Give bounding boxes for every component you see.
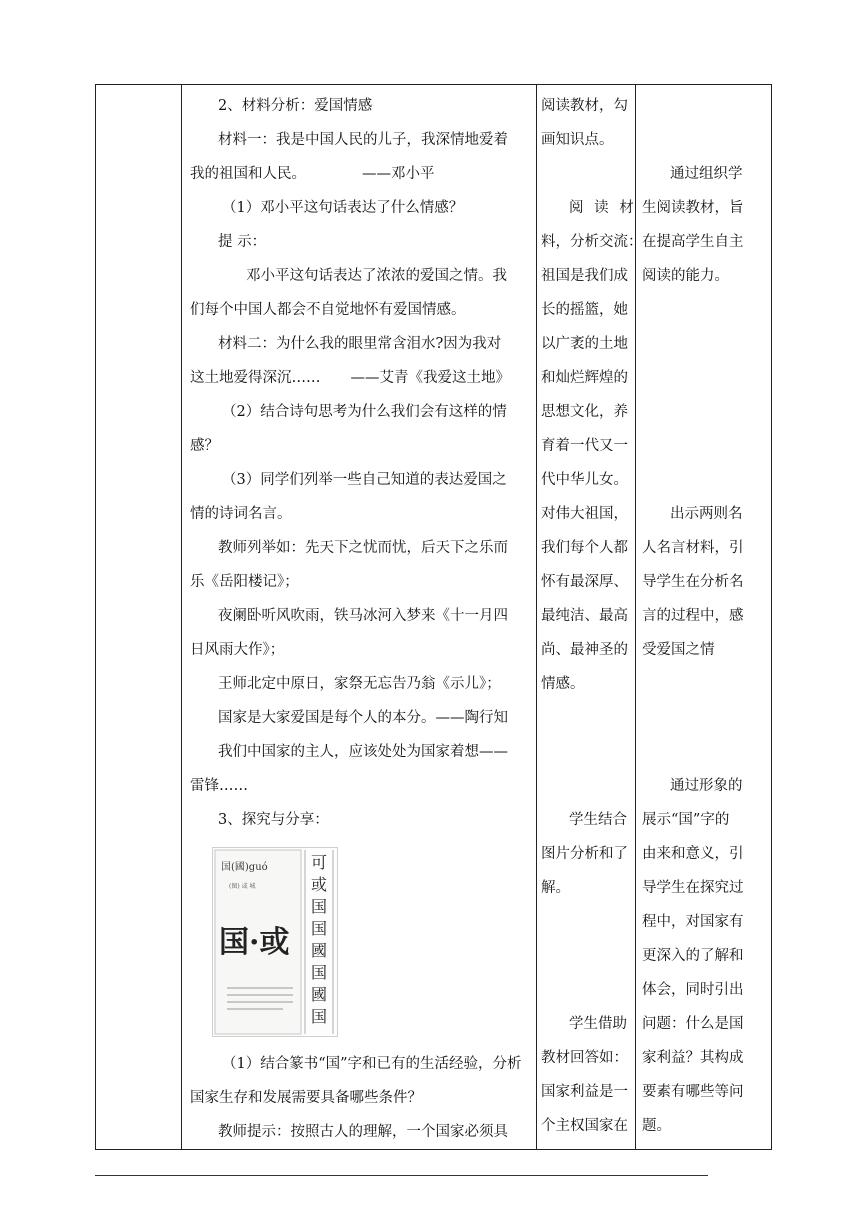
- intent-text: 由来和意义，引: [642, 846, 744, 862]
- material-one-cont: 我的祖国和人民。 ——邓小平: [190, 166, 435, 182]
- footer-divider: [95, 1175, 708, 1176]
- intent-text: 问题：什么是国: [642, 1016, 744, 1032]
- activity-text: 对伟大祖国，: [541, 506, 628, 522]
- activity-text: 我们每个人都: [541, 540, 628, 556]
- intent-text: 通过组织学: [670, 166, 743, 182]
- guo-figure-svg: [213, 848, 337, 1036]
- material-two-cont: 这土地爱得深沉…… ——艾青《我爱这土地》: [190, 370, 510, 386]
- teaching-content-column: [182, 85, 537, 1150]
- material-two: 材料二：为什么我的眼里常含泪水?因为我对: [218, 336, 502, 352]
- intent-text: 出示两则名: [670, 506, 743, 522]
- right-glyph: 国: [310, 1007, 328, 1026]
- right-glyph: 或: [310, 875, 328, 894]
- stage-column: [96, 85, 182, 1150]
- figure-header: 国(國)guó: [221, 862, 268, 873]
- activity-text: 情感。: [541, 676, 585, 692]
- inquiry-question: （1）结合篆书“国”字和已有的生活经验，分析: [222, 1056, 522, 1072]
- student-activity-column: [537, 85, 643, 1150]
- right-glyph: 国: [310, 897, 328, 916]
- quote-lei-cont: 雷锋……: [190, 778, 248, 794]
- question-1: （1）邓小平这句话表达了什么情感？: [222, 200, 464, 216]
- activity-text: 祖国是我们成: [541, 268, 628, 284]
- right-glyph: 国: [310, 919, 328, 938]
- intent-text: 受爱国之情: [642, 642, 715, 658]
- inquiry-question-cont: 国家生存和发展需要具备哪些条件？: [190, 1090, 422, 1106]
- section-heading-3: 3、探究与分享：: [218, 812, 329, 828]
- intent-text: 要素有哪些等问: [642, 1084, 744, 1100]
- design-intent-column: [636, 85, 772, 1150]
- activity-text: 料，分析交流：: [541, 234, 643, 250]
- intent-text: 家利益？其构成: [642, 1050, 744, 1066]
- intent-text: 言的过程中，感: [642, 608, 744, 624]
- intent-text: 导学生在探究过: [642, 880, 744, 896]
- poem-line-1-cont: 日风雨大作》；: [190, 642, 285, 658]
- activity-text: 学生借助: [569, 1016, 627, 1032]
- quote-lei: 我们中国家的主人，应该处处为国家着想——: [218, 744, 508, 760]
- activity-text: 长的摇篮，她: [541, 302, 628, 318]
- activity-text: 思想文化，养: [541, 404, 628, 420]
- intent-text: 通过形象的: [670, 778, 743, 794]
- activity-text: 和灿烂辉煌的: [541, 370, 628, 386]
- activity-text: 画知识点。: [541, 132, 614, 148]
- hint-text-cont: 们每个中国人都会不自觉地怀有爱国情感。: [190, 302, 466, 318]
- intent-text: 生阅读教材，旨: [642, 200, 744, 216]
- section-heading: 2、材料分析：爱国情感: [218, 98, 373, 114]
- teacher-hint: 教师提示：按照古人的理解，一个国家必须具: [218, 1124, 508, 1140]
- activity-text: 最纯洁、最高: [541, 608, 628, 624]
- teacher-example: 教师列举如：先天下之忧而忧，后天下之乐而: [218, 540, 508, 556]
- teacher-example-cont: 乐《岳阳楼记》；: [190, 574, 299, 590]
- question-2-cont: 感？: [190, 438, 219, 454]
- question-3: （3）同学们列举一些自己知道的表达爱国之: [222, 472, 507, 488]
- activity-text: 解。: [541, 880, 570, 896]
- activity-text: 图片分析和了: [541, 846, 628, 862]
- quote-tao: 国家是大家爱国是每个人的本分。——陶行知: [218, 710, 508, 726]
- activity-text: 尚、最神圣的: [541, 642, 628, 658]
- question-3-cont: 情的诗词名言。: [190, 506, 292, 522]
- right-glyph: 國: [310, 941, 328, 960]
- figure-right-glyphs: [311, 853, 327, 1026]
- activity-text: 阅 读 材: [569, 200, 637, 216]
- intent-text: 阅读的能力。: [642, 268, 729, 284]
- table-row: [96, 85, 772, 1150]
- right-glyph: 国: [310, 963, 328, 982]
- intent-text: 导学生在分析名: [642, 574, 744, 590]
- intent-text: 展示“国”字的: [642, 812, 730, 828]
- activity-text: 教材回答如：: [541, 1050, 628, 1066]
- activity-text: 学生结合: [569, 812, 627, 828]
- figure-left-glyphs: 国·或: [219, 925, 290, 960]
- activity-text: 代中华儿女。: [541, 472, 628, 488]
- intent-text: 程中，对国家有: [642, 914, 744, 930]
- intent-text: 人名言材料，引: [642, 540, 744, 556]
- question-2: （2）结合诗句思考为什么我们会有这样的情: [222, 404, 507, 420]
- activity-text: 个主权国家在: [541, 1118, 628, 1134]
- activity-text: 以广袤的土地: [541, 336, 628, 352]
- intent-text: 题。: [642, 1118, 671, 1134]
- guo-character-figure: [212, 847, 338, 1037]
- poem-line-1: 夜阑卧听风吹雨，铁马冰河入梦来《十一月四: [218, 608, 508, 624]
- right-glyph: 可: [310, 853, 328, 872]
- material-one: 材料一：我是中国人民的儿子，我深情地爱着: [218, 132, 508, 148]
- activity-text: 育着一代又一: [541, 438, 628, 454]
- hint-label: 提 示：: [218, 234, 267, 250]
- intent-text: 在提高学生自主: [642, 234, 744, 250]
- intent-text: 体会，同时引出: [642, 982, 744, 998]
- activity-text: 阅读教材，勾: [541, 98, 628, 114]
- activity-text: 国家利益是一: [541, 1084, 628, 1100]
- activity-text: 怀有最深厚、: [541, 574, 628, 590]
- figure-sub: (图) 或 城: [229, 883, 256, 890]
- right-glyph: 國: [310, 985, 328, 1004]
- lesson-plan-table: [95, 84, 772, 1150]
- hint-text: 邓小平这句话表达了浓浓的爱国之情。我: [246, 268, 507, 284]
- poem-line-2: 王师北定中原日，家祭无忘告乃翁《示儿》；: [218, 676, 501, 692]
- intent-text: 更深入的了解和: [642, 948, 744, 964]
